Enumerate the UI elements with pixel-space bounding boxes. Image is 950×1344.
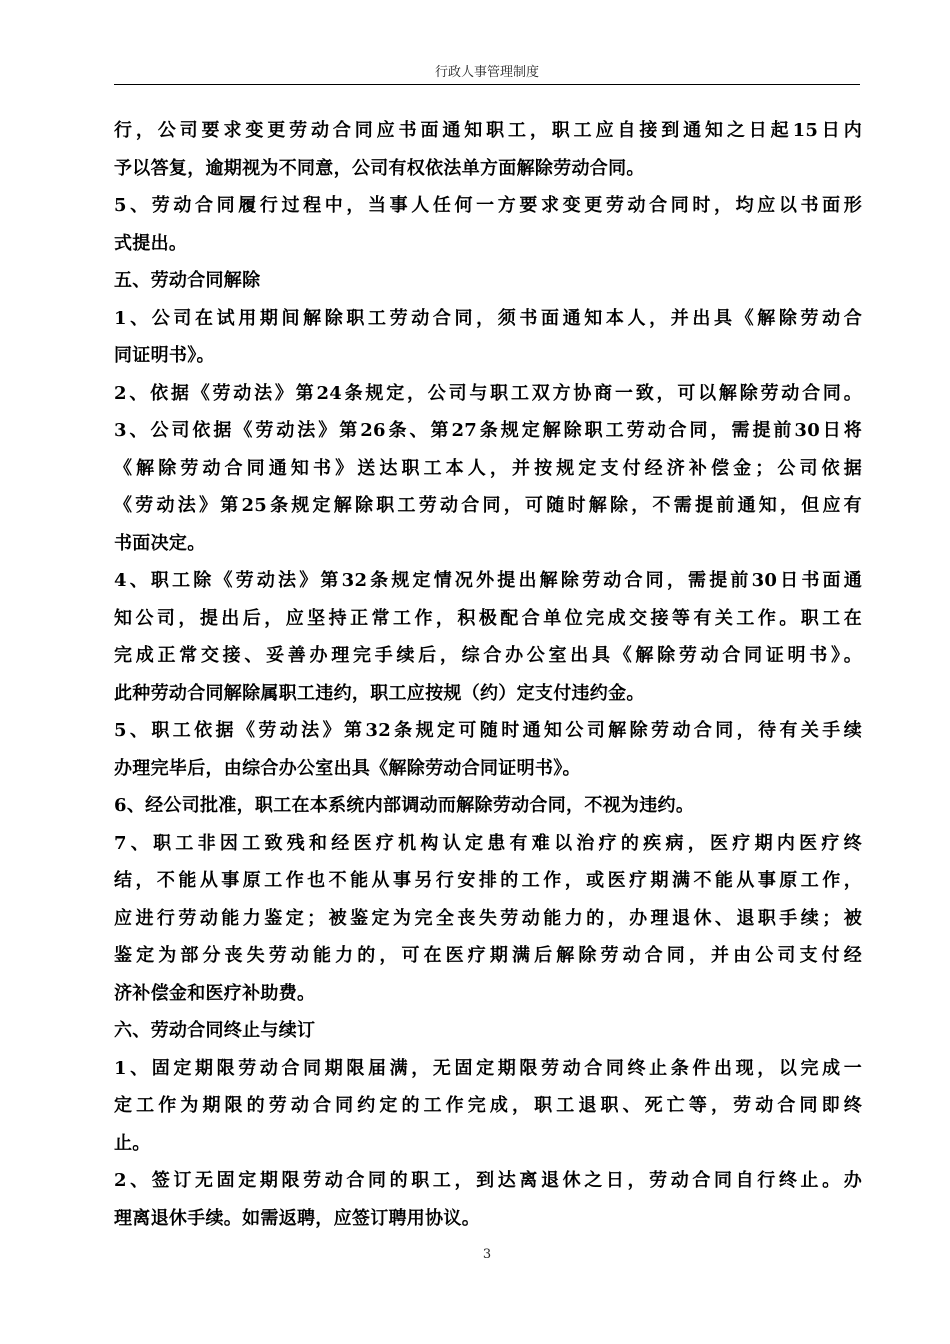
section-heading: 六、劳动合同终止与续订 [114,1020,316,1041]
text-line: 6、经公司批准，职工在本系统内部调动而解除劳动合同，不视为违约。 [114,795,695,816]
text-line: 办理完毕后，由综合办公室出具《解除劳动合同证明书》。 [114,757,581,779]
text-line: 2、签订无固定期限劳动合同的职工，到达离退休之日，劳动合同自行终止。办 [114,1170,862,1191]
text-line: 《解除劳动合同通知书》送达职工本人，并按规定支付经济补偿金；公司依据 [114,457,862,479]
text-line: 定工作为期限的劳动合同约定的工作完成，职工退职、死亡等，劳动合同即终 [114,1095,862,1116]
text-line: 理离退休手续。如需返聘，应签订聘用协议。 [114,1207,480,1229]
text-line: 行，公司要求变更劳动合同应书面通知职工，职工应自接到通知之日起15日内 [114,120,862,141]
text-line: 3、公司依据《劳动法》第26条、第27条规定解除职工劳动合同，需提前30日将 [114,420,862,441]
text-line: 式提出。 [114,232,188,254]
text-line: 济补偿金和医疗补助费。 [114,982,316,1004]
text-line: 鉴定为部分丧失劳动能力的，可在医疗期满后解除劳动合同，并由公司支付经 [114,945,862,966]
text-line: 4、职工除《劳动法》第32条规定情况外提出解除劳动合同，需提前30日书面通 [114,570,862,591]
text-line: 予以答复，逾期视为不同意，公司有权依法单方面解除劳动合同。 [114,157,645,179]
text-line: 5、劳动合同履行过程中，当事人任何一方要求变更劳动合同时，均应以书面形 [114,195,862,216]
text-line: 此种劳动合同解除属职工违约，职工应按规（约）定支付违约金。 [114,682,645,704]
section-heading: 五、劳动合同解除 [114,270,261,291]
text-line: 2、依据《劳动法》第24条规定，公司与职工双方协商一致，可以解除劳动合同。 [114,382,862,404]
page-header: 行政人事管理制度 [114,62,860,85]
text-line: 1、公司在试用期间解除职工劳动合同，须书面通知本人，并出具《解除劳动合 [114,307,862,329]
document-body [114,112,862,1237]
text-line: 5、职工依据《劳动法》第32条规定可随时通知公司解除劳动合同，待有关手续 [114,720,862,741]
text-line: 止。 [114,1132,151,1154]
page-number: 3 [482,1247,492,1262]
text-line: 同证明书》。 [114,345,215,366]
text-line: 《劳动法》第25条规定解除职工劳动合同，可随时解除，不需提前通知，但应有 [114,495,862,516]
text-line: 1、固定期限劳动合同期限届满，无固定期限劳动合同终止条件出现，以完成一 [114,1057,862,1079]
text-line: 7、职工非因工致残和经医疗机构认定患有难以治疗的疾病，医疗期内医疗终 [114,832,862,854]
text-line: 完成正常交接、妥善办理完手续后，综合办公室出具《解除劳动合同证明书》。 [114,645,862,666]
text-line: 知公司，提出后，应坚持正常工作，积极配合单位完成交接等有关工作。职工在 [114,607,862,629]
text-line: 结，不能从事原工作也不能从事另行安排的工作，或医疗期满不能从事原工作， [114,870,862,891]
text-line: 书面决定。 [114,532,206,554]
text-line: 应进行劳动能力鉴定；被鉴定为完全丧失劳动能力的，办理退休、退职手续；被 [114,907,862,929]
